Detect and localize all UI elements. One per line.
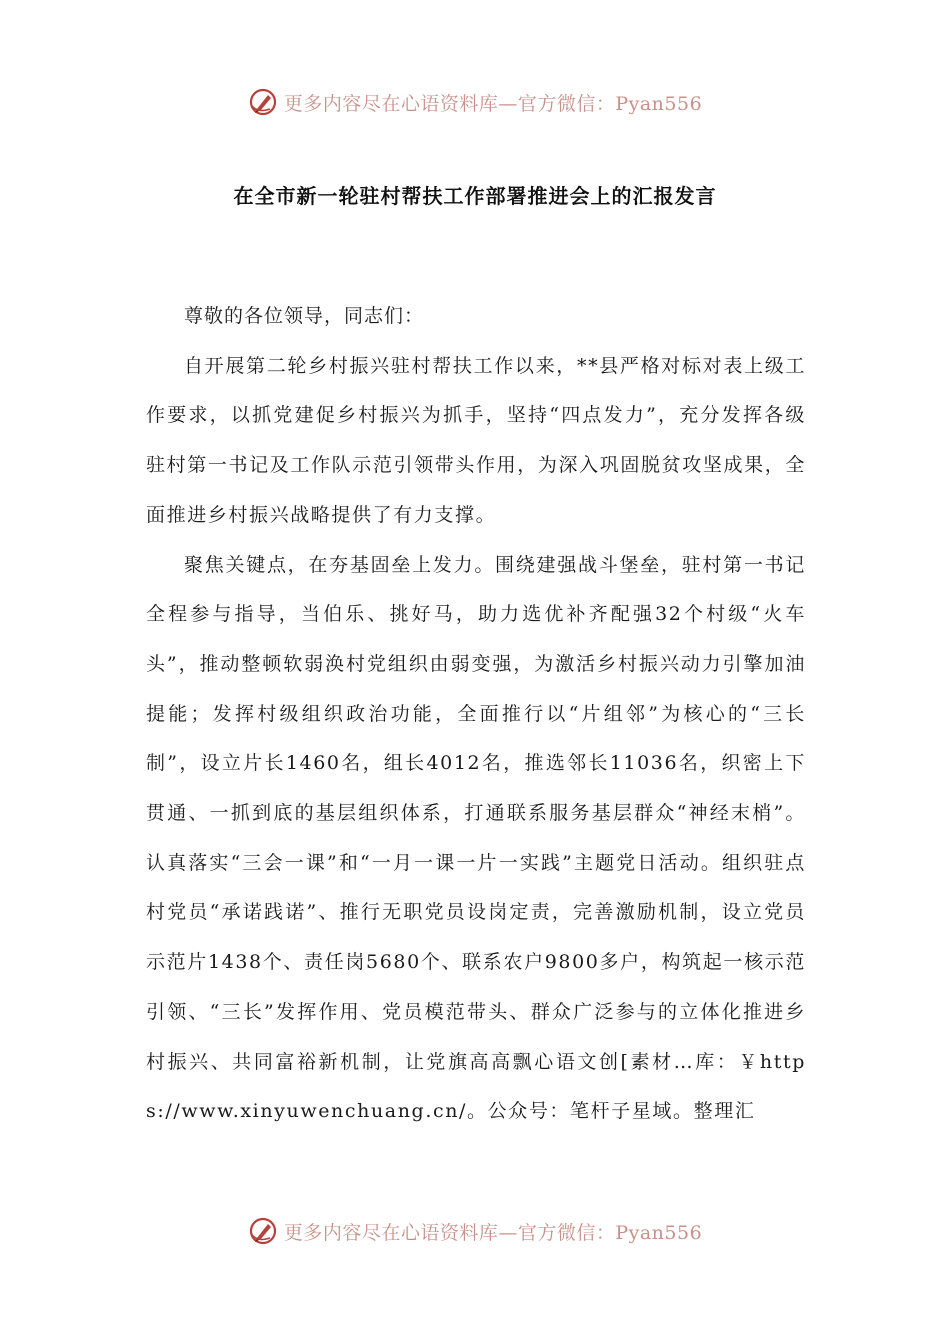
header-banner <box>0 80 950 124</box>
footer-banner-text: 更多内容尽在心语资料库—官方微信：Pyan556 <box>283 1221 703 1244</box>
footer-banner <box>0 1209 950 1253</box>
pen-nib-logo-icon <box>248 87 278 117</box>
body-paragraph: 聚焦关键点，在夯基固垒上发力。围绕建强战斗堡垒，驻村第一书记全程参与指导，当伯乐、挑好马，助力选优补齐配强32个村级“火车头”，推动整顿软弱涣村党组织由弱变强，为激活乡村振兴动力引擎加油提能；发挥村级组织政治功能，全面推行以“片组邻”为核心的“三长制”，设立片长1460名，组长4012名，推选邻长11036名，织密上下贯通、一抓到底的基层组织体系，打通联系服务基层群众“神经末梢”。认真落实“三会一课”和“一月一课一片一实践”主题党日活动。组织驻点村党员“承诺践诺”、推行无职党员设岗定责，完善激励机制，设立党员示范片1438个、责任岗5680个、联系农户9800多户，构筑起一核示范引领、“三长”发挥作用、党员模范带头、群众广泛参与的立体化推进乡村振兴、共同富裕新机制，让党旗高高飘心语文创[素材…库：￥https://www.xinyuwenchuang.cn/。公众号：笔杆子星域。整理汇 <box>146 553 806 1123</box>
document-body <box>146 292 806 1137</box>
greeting-paragraph: 尊敬的各位领导，同志们： <box>184 305 425 327</box>
body-paragraph: 自开展第二轮乡村振兴驻村帮扶工作以来，**县严格对标对表上级工作要求，以抓党建促乡村振兴为抓手，坚持“四点发力”，充分发挥各级驻村第一书记及工作队示范引领带头作用，为深入巩固脱贫攻坚成果，全面推进乡村振兴战略提供了有力支撑。 <box>146 354 806 526</box>
header-banner-text: 更多内容尽在心语资料库—官方微信：Pyan556 <box>283 92 703 115</box>
pen-nib-logo-icon <box>248 1216 278 1246</box>
page-title: 在全市新一轮驻村帮扶工作部署推进会上的汇报发言 <box>233 184 717 208</box>
